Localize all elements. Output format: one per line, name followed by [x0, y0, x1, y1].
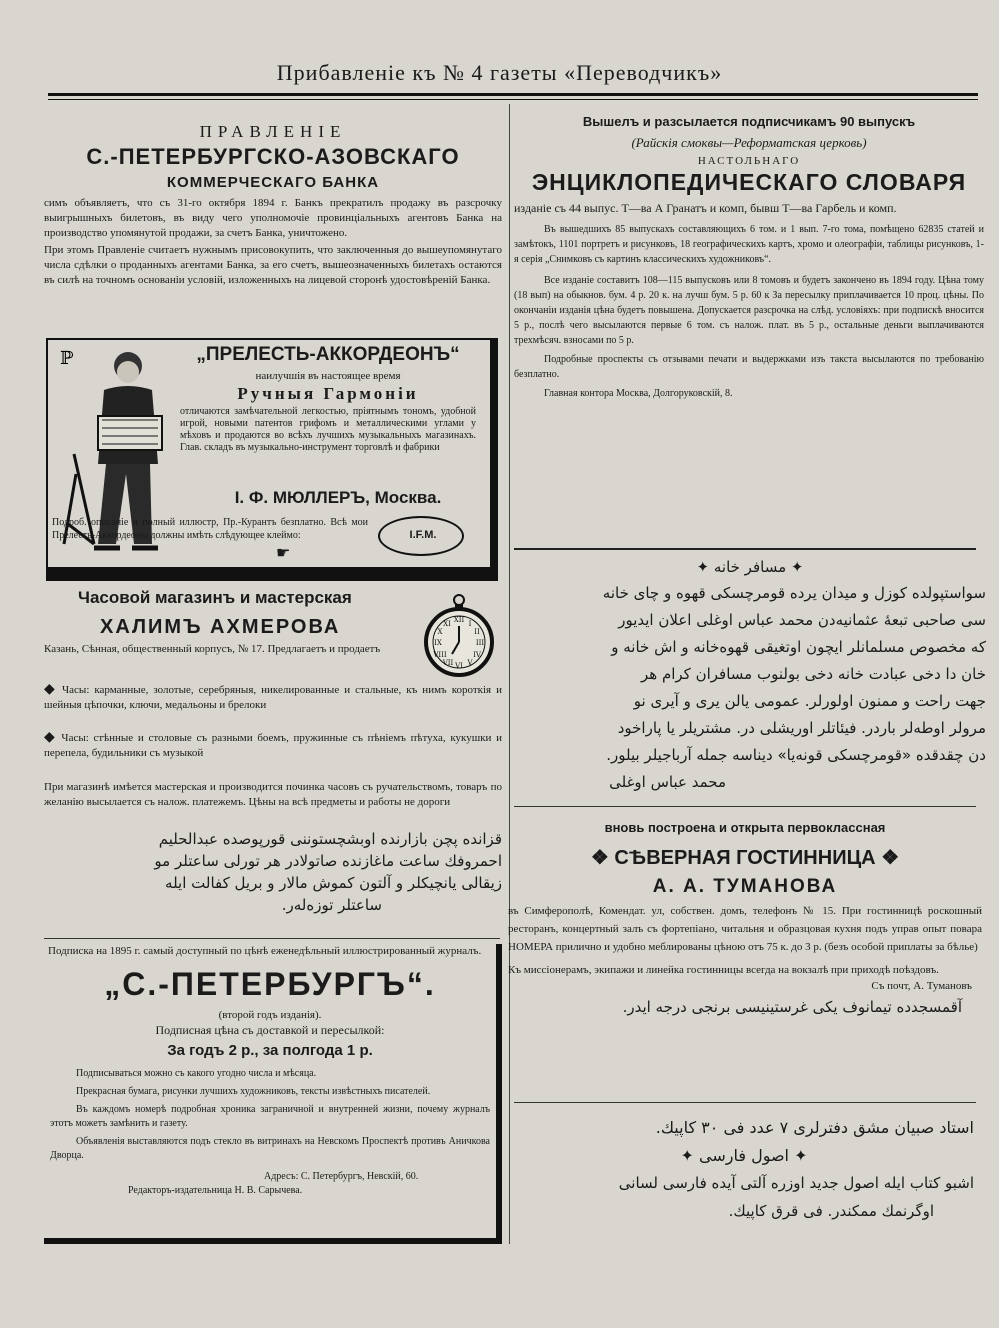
svg-text:V: V: [467, 659, 473, 667]
hotel-signature: Съ почт, А. Тумановъ: [871, 980, 972, 992]
encyc-heading-3: НАСТОЛЬНАГО: [697, 155, 801, 167]
watch-body: При магазинѣ имѣется мастерская и производится починка часовъ съ ручательствомъ, товаръ по желанію высылается съ налож. платежемъ. Цѣны на всѣ предметы и работы не дороги: [44, 781, 502, 808]
watch-arabic-line: ساعتلر توزه‌له‌ر.: [281, 896, 382, 914]
hotel-heading-2: [508, 845, 982, 870]
usul-farsi-ad: [514, 1114, 974, 1225]
encyc-para-3: Подробные проспекты съ отзывами печати и выдержками изъ такста высылаются по требованію безплатно.: [514, 354, 984, 380]
svg-text:VII: VII: [442, 659, 454, 667]
spb-title: „С.-ПЕТЕРБУРГЪ“.: [104, 966, 436, 1002]
page-header: Прибавленіе къ № 4 газеты «Переводчикъ»: [276, 60, 723, 85]
musafir-line: جهت راحت و ممنون اولورلر. عمومی يالن يری و آيری نو: [633, 692, 986, 710]
spb-year: (второй годъ изданія).: [218, 1009, 322, 1021]
bank-heading-1: ПРАВЛЕНІЕ: [199, 122, 347, 141]
svg-text:I: I: [468, 620, 472, 628]
watch-arabic-line: قزانده پچن بازارنده اوبشچستوننی قورپوصده عبدالحليم: [158, 830, 502, 848]
watch-heading-1: Часовой магазинъ и мастерская: [78, 588, 352, 607]
watch-heading-2: ХАЛИМЪ АХМЕРОВА: [100, 616, 341, 638]
svg-text:XI: XI: [443, 620, 451, 628]
encyc-heading-5: изданіе съ 44 выпус. Т—ва А Гранатъ и комп, бывш Т—ва Гарбель и комп.: [514, 201, 897, 215]
right-separator-1: [514, 548, 976, 550]
svg-text:IX: IX: [434, 639, 442, 647]
spb-address: Адресъ: С. Петербургъ, Невскій, 60.: [264, 1171, 419, 1182]
accordion-ad: [46, 338, 498, 581]
encyc-para-4: Главная контора Москва, Долгоруковскій, 8.: [544, 388, 733, 399]
accordion-body: отличаются замѣчательной легкостью, пріятнымъ тономъ, удобной игрой, новыми патентов грифомъ и металлическими углами у мѣховъ и продаются во всѣхъ лучшихъ музыкальныхъ магазинахъ. Глав. складъ въ музыкально-инструмент торговлѣ и фабрики: [180, 406, 476, 453]
svg-text:II: II: [474, 628, 480, 636]
bank-body-1: симъ объявляетъ, что съ 31-го октября 1894 г. Банкъ прекратилъ продажу въ разсрочку выигрышныхъ билетовъ, въ виду чего уполномочіе провинціальныхъ агентовъ Банка на производство упомянутой продажи, за счетъ Банка, уничтожено.: [44, 197, 502, 239]
column-divider: [509, 104, 510, 1244]
watch-item-2-text: Часы: стѣнные и столовые съ разными боемъ, пружинные съ пѣніемъ пѣтуха, кукушки и перепела, будильники съ музыкой: [44, 732, 502, 759]
svg-text:XII: XII: [453, 616, 465, 624]
hotel-para-2: Къ миссіонерамъ, экипажи и линейка гостинницы всегда на вокзалѣ при приходѣ поѣздовъ.: [508, 964, 939, 976]
musafir-title: ✦ مسافر خانه ✦: [696, 558, 804, 576]
svg-text:IV: IV: [473, 651, 481, 659]
watch-arabic: [44, 828, 502, 916]
spb-para-2: Прекрасная бумага, рисунки лучшихъ художниковъ, тексты извѣстныхъ писателей.: [76, 1086, 431, 1097]
usul-line-3: اشبو كتاب ايله اصول جديد اوزره آلتی آيده فارسی لسانی: [618, 1174, 974, 1192]
usul-title-text: اصول فارسی: [699, 1146, 789, 1165]
svg-text:VI: VI: [455, 662, 463, 670]
decorative-mark: ℙ: [60, 348, 74, 369]
musafir-line: سواستپولده كوزل و ميدان يرده قومرچسكی قهوه و چای خانه: [602, 584, 986, 602]
pointing-hand-icon: ☛: [276, 543, 291, 562]
encyc-para-1: Въ вышедшихъ 85 выпускахъ составляющихъ 6 том. и 1 вып. 7-го тома, помѣщено 62835 статей и замѣтокъ, 1101 портретъ и рисунковъ, 18 географическихъ картъ, хромо и олеографіи, таблицы рисунковъ, 1-я серія „Снимковъ съ картинъ классическихъ художниковъ“.: [514, 224, 984, 265]
hotel-body: въ Симферополѣ, Комендат. ул, собствен. домъ, телефонъ № 15. При гостинницѣ роскошный ресторанъ, концертный залъ съ фортепіано, читальня и образцовая кухня подъ управ опыт повара НОМЕРА прилично и удобно меблированы цѣною отъ 75 к. до 3 р. (безъ особой приплаты за бѣлье): [508, 905, 982, 953]
usul-line-4: اوگرنمك ممكندر. فی قرق كاپيك.: [728, 1202, 934, 1220]
spb-price: За годъ 2 р., за полгода 1 р.: [167, 1042, 373, 1059]
accordion-big: Ручныя Гармоніи: [237, 384, 419, 403]
spb-para-1: Подписываться можно съ какого угодно числа и мѣсяца.: [76, 1068, 317, 1079]
diamond-bullet-icon: ◆: [44, 682, 58, 697]
musafir-signature: محمد عباس اوغلی: [609, 773, 726, 791]
musafir-khana-ad: [514, 558, 986, 796]
spb-para-3: Въ каждомъ номерѣ подробная хроника заграничной и внутренней жизни, почему журналъ этотъ можетъ замѣнить и газету.: [50, 1104, 490, 1129]
svg-text:III: III: [475, 639, 485, 647]
right-separator-3: [514, 1102, 976, 1103]
encyclopedia-ad: [514, 114, 984, 401]
accordion-maker: І. Ф. МЮЛЛЕРЪ, Москва.: [234, 488, 442, 507]
watch-arabic-line: احمروفك ساعت ماغازنده صاتولادر هر تورلی ساعتلر مو: [154, 852, 502, 870]
header-rule-thin: [48, 99, 978, 100]
encyc-heading-4: ЭНЦИКЛОПЕДИЧЕСКАГО СЛОВАРЯ: [531, 169, 967, 195]
hotel-heading-1: вновь построена и открыта первоклассная: [604, 820, 886, 835]
encyc-heading-2: (Райскія смоквы—Реформатская церковь): [631, 135, 867, 150]
spb-editor: Редакторъ-издательница Н. В. Сарычева.: [128, 1185, 303, 1196]
hotel-heading-3: А. А. ТУМАНОВА: [652, 876, 838, 897]
musafir-line: كه مخصوص مسلمانلر ايچون اوتغيقی قهوه‌خانه و اش خانه و: [611, 638, 986, 656]
hotel-arabic: آقمسجدده تيمانوف يكی غرستينيسی برنجی درجه ايدر.: [622, 998, 962, 1016]
stamp-label: I.F.M.: [409, 529, 437, 541]
musafir-line: خان دا دخی عبادت خانه دخی بولنوب مسافران كرام هر: [641, 665, 986, 683]
watch-arabic-line: زيقالی يانچيكلر و آلتون كموش مالار و بريل كفالت ايله: [165, 874, 502, 892]
encyc-heading-1: Вышелъ и разсылается подписчикамъ 90 выпускъ: [582, 114, 916, 129]
right-separator-2: [514, 806, 976, 807]
pocket-watch-illustration: [422, 592, 496, 678]
left-separator: [44, 938, 500, 939]
hotel-ad: [508, 820, 982, 1016]
ornament-icon: ❖: [881, 847, 900, 869]
usul-title: ✦ اصول فارسی ✦: [680, 1146, 808, 1165]
watch-item-1: [44, 682, 502, 713]
usul-line-1: استاد صبيان مشق دفترلری ۷ عدد فی ۳۰ كاپيك.: [655, 1118, 974, 1137]
watch-item-1-text: Часы: карманные, золотые, серебряныя, никелированные и стальные, къ нимъ короткія и шейныя цѣпочки, ключи, медальоны и брелоки: [44, 684, 502, 711]
spb-intro: Подписка на 1895 г. самый доступный по цѣнѣ еженедѣльный иллюстрированный журналъ.: [48, 945, 482, 957]
spb-journal-ad: [44, 944, 502, 1244]
spb-para-4: Объявленія выставляются подъ стекло въ витринахъ на Невскомъ Проспектѣ противъ Аничкова Дворца.: [50, 1136, 490, 1161]
bank-heading-2: С.-ПЕТЕРБУРГСКО-АЗОВСКАГО: [86, 144, 460, 169]
accordion-foot: Подроб. описаніе и полный иллюстр, Пр.-Курантъ безплатно. Всѣ мои Прелесть-Аккордеоны должны имѣть слѣдующее клеймо:: [52, 517, 368, 541]
encyc-para-2: Все изданіе составитъ 108—115 выпусковъ или 8 томовъ и будетъ закончено въ 1894 году. Цѣна тому (18 вып) на обыкнов. бум. 4 р. 20 к. на лучш бум. 5 р. 60 к За пересылку приплачивается 10 проц. цѣны. По окончаніи изданія цѣна будетъ повышена. Допускается разсрочка на слѣд. условіяхъ: при подпискѣ вносится 5 р., послѣ чего высылаются первые 6 том. съ налож. плат. въ 5 р., остальные деньги выплачиваются трехмѣсяч. взносами по 5 р.: [514, 275, 984, 346]
musafir-title-text: مسافر خانه: [713, 558, 787, 576]
musafir-body: [514, 580, 986, 796]
watch-item-2: [44, 730, 502, 761]
svg-text:X: X: [437, 628, 443, 636]
diamond-bullet-icon: ◆: [44, 730, 57, 745]
musafir-line: سی صاحبی تبعهٔ عثمانيه‌دن محمد عباس اوغلی اعلان ايديور: [618, 611, 986, 629]
musafir-line: مرولر اوطه‌لر باردر. فيئاتلر اوريشلی در. مشتريلر يا پاراخود: [617, 719, 986, 737]
watch-address: Казань, Сѣнная, общественный корпусъ, № 17. Предлагаетъ и продаетъ: [44, 643, 381, 655]
ornament-icon: ❖: [590, 847, 609, 869]
accordion-sub: наилучшія въ настоящее время: [255, 370, 401, 382]
bank-body-2: При этомъ Правленіе считаетъ нужнымъ присовокупить, что заключенныя до вышеупомянутаго числа сдѣлки о проданныхъ агентами Банка, за его счетъ, вышеозначенныхъ билетахъ остаются въ силѣ на точномъ основаніи условій, изложенныхъ на лицевой сторонѣ удостовѣреній Банка.: [44, 244, 502, 286]
bank-notice: [44, 108, 502, 288]
hotel-name: СѢВЕРНАЯ ГОСТИННИЦА: [614, 847, 876, 869]
accordion-title: „ПРЕЛЕСТЬ-АККОРДЕОНЪ“: [196, 344, 460, 365]
maker-stamp: [378, 516, 464, 556]
bank-heading-3: КОММЕРЧЕСКАГО БАНКА: [166, 174, 380, 191]
spb-price-header: Подписная цѣна съ доставкой и пересылкой:: [155, 1023, 385, 1037]
svg-text:VIII: VIII: [433, 651, 447, 659]
header-rule: [48, 93, 978, 96]
musafir-line: دن چقدقده «قومرچسكی قونه‌يا» ديناسه جمله آرباجيلر بيلور.: [606, 746, 986, 764]
